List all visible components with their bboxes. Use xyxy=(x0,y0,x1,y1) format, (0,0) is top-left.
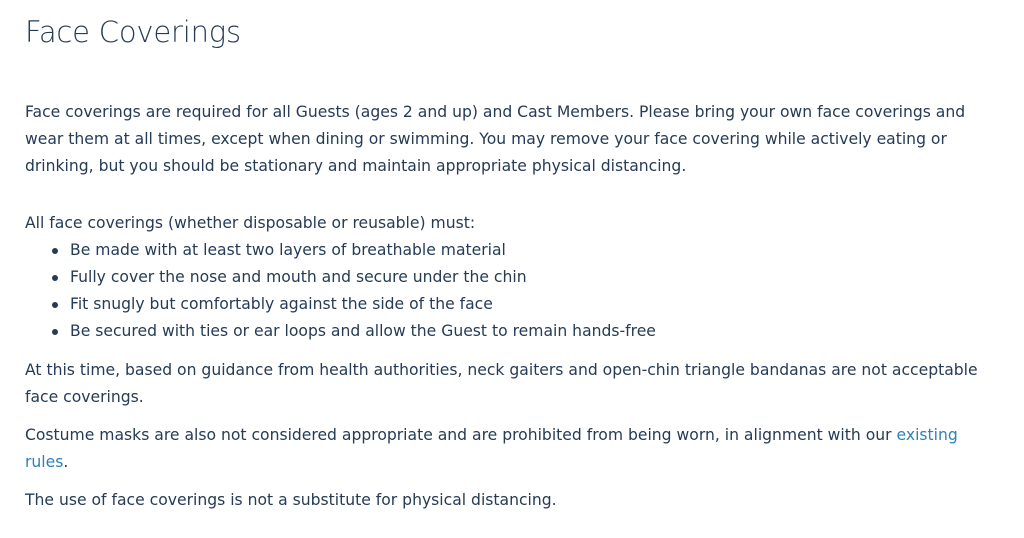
gaiters-paragraph: At this time, based on guidance from health authorities, neck gaiters and open-chin triangle bandanas are not acceptable face coverings. xyxy=(25,361,978,406)
distancing-paragraph: The use of face coverings is not a substitute for physical distancing. xyxy=(25,491,557,509)
existing-rules-link[interactable]: existing rules xyxy=(25,426,958,471)
costume-paragraph xyxy=(25,422,1000,476)
list-item xyxy=(50,237,1024,264)
bullet-icon xyxy=(52,329,58,335)
list-item-text: Fully cover the nose and mouth and secure under the chin xyxy=(70,268,527,286)
page-title: Face Coverings xyxy=(25,15,241,49)
list-item-text: Be made with at least two layers of breathable material xyxy=(70,241,506,259)
bullet-icon xyxy=(52,248,58,254)
costume-text: Costume masks are also not considered appropriate and are prohibited from being worn, in alignment with our xyxy=(25,426,892,444)
list-item-text: Be secured with ties or ear loops and allow the Guest to remain hands-free xyxy=(70,322,656,340)
requirements-list xyxy=(25,237,1024,345)
list-item-text: Fit snugly but comfortably against the side of the face xyxy=(70,295,493,313)
bullet-icon xyxy=(52,275,58,281)
intro-paragraph: Face coverings are required for all Guests (ages 2 and up) and Cast Members. Please bring your own face coverings and wear them at all times, except when dining or swimming. You may remove your face covering while actively eating or drinking, but you should be stationary and maintain appropriate physical distancing. xyxy=(25,103,966,175)
requirements-intro: All face coverings (whether disposable or reusable) must: xyxy=(25,214,476,232)
list-item xyxy=(50,318,1024,345)
costume-trailing: . xyxy=(63,453,69,471)
list-item xyxy=(50,291,1024,318)
list-item xyxy=(50,264,1024,291)
bullet-icon xyxy=(52,302,58,308)
